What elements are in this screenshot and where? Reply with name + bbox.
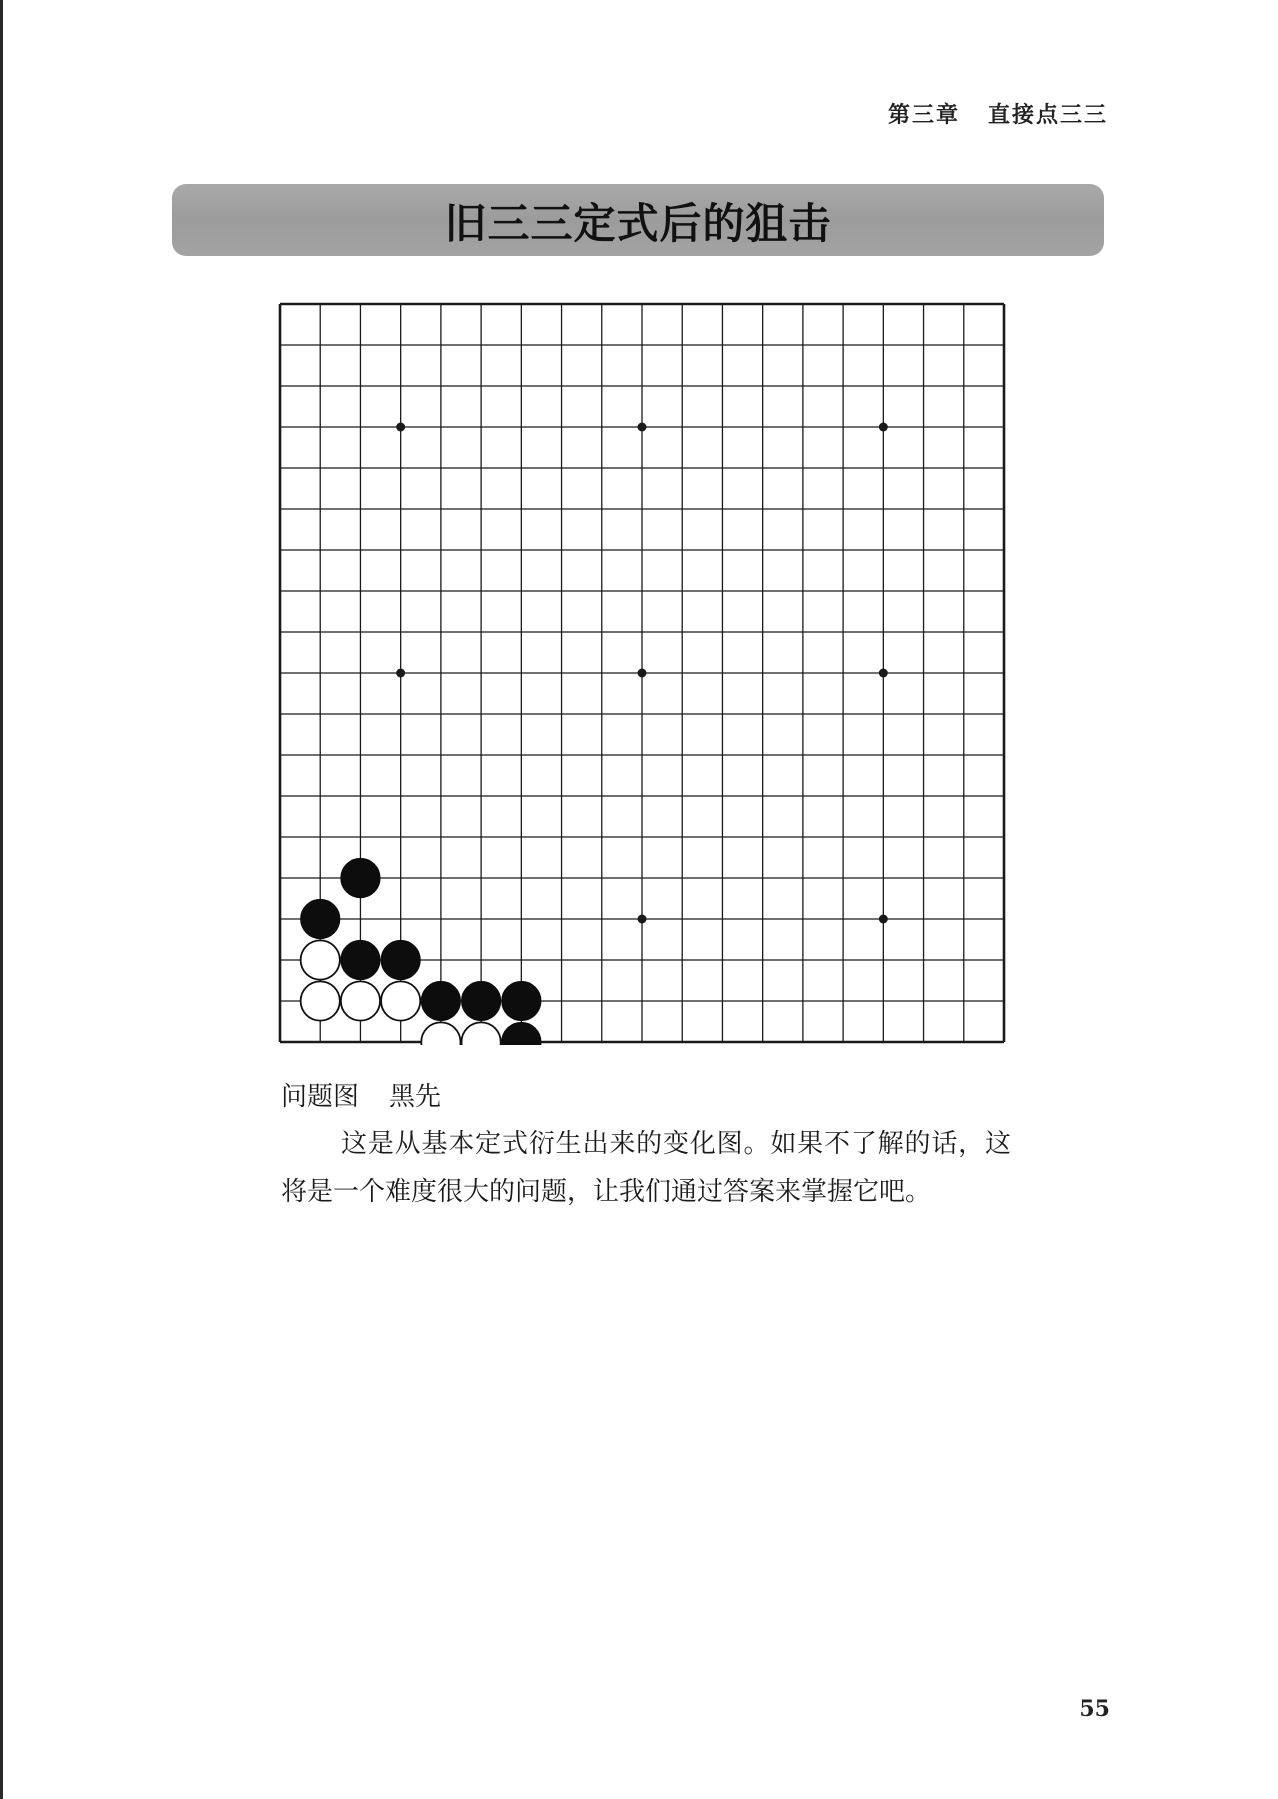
black-stone bbox=[502, 981, 541, 1020]
caption-to-play: 黑先 bbox=[389, 1082, 442, 1112]
white-stone bbox=[301, 981, 340, 1020]
go-board bbox=[276, 300, 1009, 1045]
white-stone bbox=[381, 981, 420, 1020]
go-board-diagram bbox=[276, 300, 1009, 1045]
black-stone bbox=[462, 981, 501, 1020]
page-number: 55 bbox=[1079, 1696, 1110, 1722]
section-label: 直接点三三 bbox=[987, 102, 1108, 128]
white-stone bbox=[421, 1022, 460, 1045]
black-stone bbox=[502, 1022, 541, 1045]
star-point bbox=[638, 915, 647, 924]
chapter-label: 第三章 bbox=[887, 102, 960, 128]
caption-label: 问题图 bbox=[281, 1082, 360, 1112]
star-point bbox=[396, 423, 405, 432]
star-point bbox=[396, 669, 405, 678]
page-title: 旧三三定式后的狙击 bbox=[444, 199, 832, 248]
white-stone bbox=[341, 981, 380, 1020]
white-stone bbox=[301, 940, 340, 979]
page-edge bbox=[0, 0, 3, 1799]
black-stone bbox=[381, 940, 420, 979]
black-stone bbox=[421, 981, 460, 1020]
black-stone bbox=[301, 899, 340, 938]
star-point bbox=[879, 423, 888, 432]
star-point bbox=[638, 669, 647, 678]
white-stone bbox=[462, 1022, 501, 1045]
body-paragraph: 这是从基本定式衍生出来的变化图。如果不了解的话，这将是一个难度很大的问题，让我们通过答案来掌握它吧。 bbox=[281, 1129, 1011, 1207]
star-point bbox=[879, 915, 888, 924]
title-banner bbox=[172, 184, 1104, 256]
star-point bbox=[638, 423, 647, 432]
diagram-caption bbox=[281, 1076, 441, 1113]
black-stone bbox=[341, 858, 380, 897]
running-header bbox=[888, 98, 1108, 129]
star-point bbox=[879, 669, 888, 678]
black-stone bbox=[341, 940, 380, 979]
